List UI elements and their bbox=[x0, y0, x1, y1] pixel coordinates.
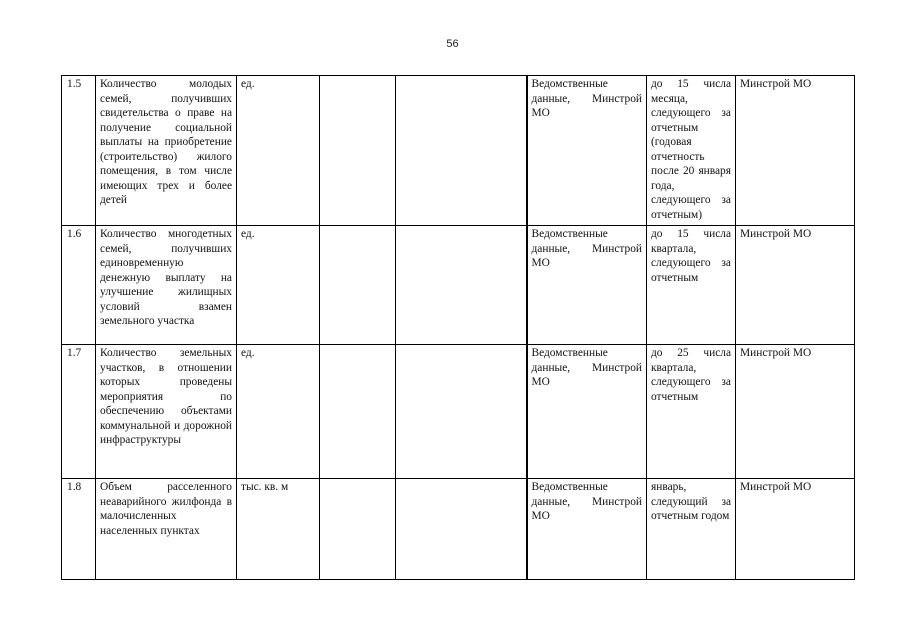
indicator-table bbox=[61, 75, 855, 580]
empty-cell bbox=[396, 226, 527, 345]
source-cell: Ведомственные данные, Минстрой МО bbox=[527, 76, 647, 226]
indicator-name: Количество многодетных семей, получивших единовременную денежную выплату на улучшение жилищных условий взамен земельного участка bbox=[96, 226, 237, 345]
unit-cell: ед. bbox=[237, 76, 320, 226]
deadline-cell: до 15 числа месяца, следующего за отчетным (годовая отчетность после 20 января года, следующего за отчетным) bbox=[647, 76, 736, 226]
deadline-cell: до 25 числа квартала, следующего за отчетным bbox=[647, 345, 736, 479]
source-cell: Ведомственные данные, Минстрой МО bbox=[527, 345, 647, 479]
deadline-cell: до 15 числа квартала, следующего за отчетным bbox=[647, 226, 736, 345]
unit-cell: ед. bbox=[237, 345, 320, 479]
row-number: 1.6 bbox=[62, 226, 96, 345]
empty-cell bbox=[396, 76, 527, 226]
empty-cell bbox=[396, 345, 527, 479]
empty-cell bbox=[320, 479, 396, 580]
indicator-name: Объем расселенного неаварийного жилфонда в малочисленных населенных пунктах bbox=[96, 479, 237, 580]
table-row bbox=[62, 345, 855, 479]
responsible-cell: Минстрой МО bbox=[736, 345, 855, 479]
row-number: 1.7 bbox=[62, 345, 96, 479]
deadline-cell: январь, следующий за отчетным годом bbox=[647, 479, 736, 580]
empty-cell bbox=[320, 226, 396, 345]
unit-cell: тыс. кв. м bbox=[237, 479, 320, 580]
responsible-cell: Минстрой МО bbox=[736, 226, 855, 345]
indicator-name: Количество земельных участков, в отношении которых проведены мероприятия по обеспечению объектами коммунальной и дорожной инфраструктуры bbox=[96, 345, 237, 479]
page-number: 56 bbox=[446, 38, 459, 50]
indicator-name: Количество молодых семей, получивших свидетельства о праве на получение социальной выплаты на приобретение (строительство) жилого помещения, в том числе имеющих трех и более детей bbox=[96, 76, 237, 226]
table-row bbox=[62, 226, 855, 345]
row-number: 1.8 bbox=[62, 479, 96, 580]
responsible-cell: Минстрой МО bbox=[736, 479, 855, 580]
table-row bbox=[62, 76, 855, 226]
empty-cell bbox=[320, 76, 396, 226]
empty-cell bbox=[396, 479, 527, 580]
table-row bbox=[62, 479, 855, 580]
empty-cell bbox=[320, 345, 396, 479]
source-cell: Ведомственные данные, Минстрой МО bbox=[527, 226, 647, 345]
responsible-cell: Минстрой МО bbox=[736, 76, 855, 226]
unit-cell: ед. bbox=[237, 226, 320, 345]
source-cell: Ведомственные данные, Минстрой МО bbox=[527, 479, 647, 580]
row-number: 1.5 bbox=[62, 76, 96, 226]
